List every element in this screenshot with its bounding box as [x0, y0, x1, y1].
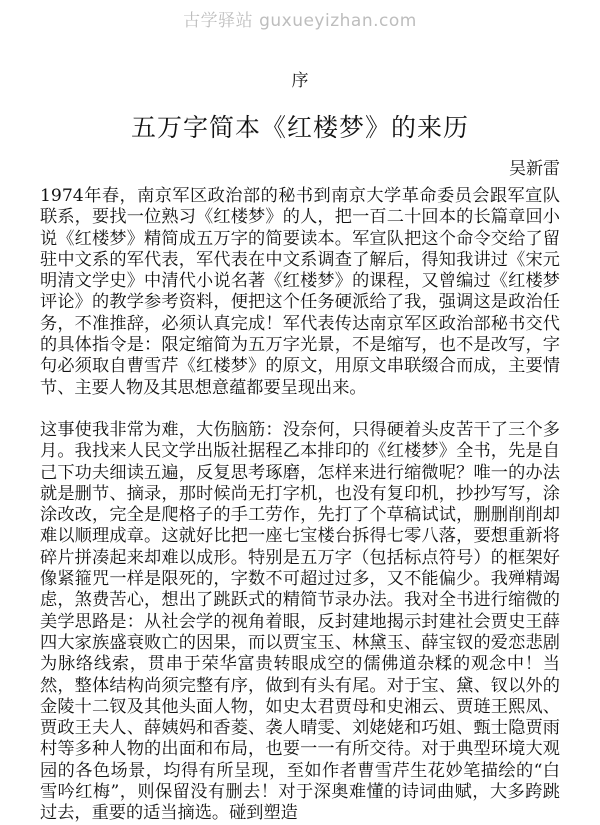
author-name: 吴新雷 [509, 159, 560, 179]
section-label: 序 [291, 71, 309, 91]
paragraph-2: 这事使我非常为难，大伤脑筋：没奈何，只得硬着头皮苦干了三个多月。我找来人民文学出版社据程乙本排印的《红楼梦》全书，先是自己下功夫细读五遍，反复思考琢磨，怎样来进行缩微呢？唯一的办法就是删节、摘录，那时候尚无打字机，也没有复印机，抄抄写写，涂涂改改，完全是爬格子的手工劳作，先打了个草稿试试，删删削削却难以顺理成章。这就好比把一座七宝楼台拆得七零八落，要想重新将碎片拼凑起来却难以成形。特别是五万字（包括标点符号）的框架好像紧箍咒一样是限死的，字数不可超过过多，又不能偏少。我殚精竭虑，煞费苦心，想出了跳跃式的精简节录办法。我对全书进行缩微的美学思路是：从社会学的视角着眼，反封建地揭示封建社会贾史王薛四大家族盛衰败亡的因果，而以贾宝玉、林黛玉、薛宝钗的爱恋悲剧为脉络线索，贯串于荣华富贵转眼成空的儒佛道杂糅的观念中！当然，整体结构尚须完整有序，做到有头有尾。对于宝、黛、钗以外的金陵十二钗及其他头面人物，如史太君贾母和史湘云、贾琏王熙凤、贾政王夫人、薛姨妈和香菱、袭人晴雯、刘姥姥和巧姐、甄士隐贾雨村等多种人物的出面和布局，也要一一有所交待。对于典型环境大观园的各色场景，均得有所呈现，至如作者曹雪芹生花妙笔描绘的“白雪吟红梅”，则保留没有删去！对于深奥难懂的诗词曲赋，大多跨跳过去，重要的适当摘选。碰到塑造 [40, 419, 560, 824]
paragraph-1: 1974年春，南京军区政治部的秘书到南京大学革命委员会跟军宣队联系，要找一位熟习《红楼梦》的人，把一百二十回本的长篇章回小说《红楼梦》精简成五万字的简要读本。军宣队把这个命令交给了留驻中文系的军代表，军代表在中文系调查了解后，得知我讲过《宋元明清文学史》中清代小说名著《红楼梦》的课程，又曾编过《红楼梦评论》的教学参考资料，便把这个任务硬派给了我，强调这是政治任务，不准推辞，必须认真完成！军代表传达南京军区政治部秘书交代的具体指令是：限定缩简为五万字光景，不是缩写，也不是改写，字句必须取自曹雪芹《红楼梦》的原文，用原文串联缀合而成，主要情节、主要人物及其思想意蕴都要呈现出来。 [40, 186, 560, 398]
body-text [40, 186, 560, 825]
page-title: 五万字简本《红楼梦》的来历 [130, 113, 469, 142]
site-watermark: 古学驿站 guxueyizhan.com [183, 11, 417, 31]
